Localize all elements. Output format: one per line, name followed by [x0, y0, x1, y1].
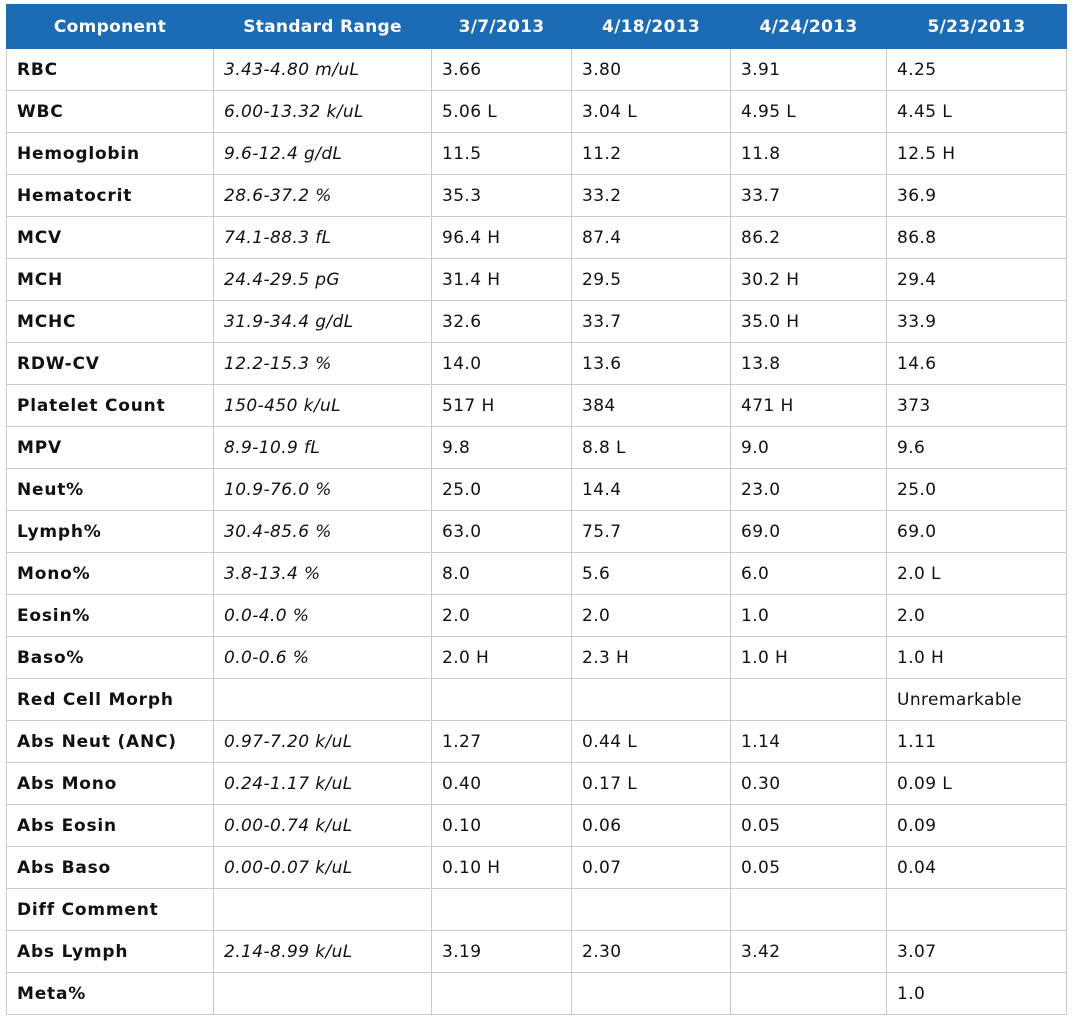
table-row: [7, 49, 1067, 91]
result-value-cell: 2.0: [432, 595, 572, 637]
result-value-cell: 3.80: [572, 49, 731, 91]
result-value-cell: 29.5: [572, 259, 731, 301]
result-value-cell: 1.0 H: [887, 637, 1067, 679]
result-value-cell: 87.4: [572, 217, 731, 259]
result-value-cell: 2.30: [572, 931, 731, 973]
table-row: [7, 847, 1067, 889]
table-row: [7, 133, 1067, 175]
result-value-cell: 8.8 L: [572, 427, 731, 469]
result-value-cell: 517 H: [432, 385, 572, 427]
standard-range-cell: 12.2-15.3 %: [214, 343, 432, 385]
component-name-cell: MCV: [7, 217, 214, 259]
result-value-cell: [572, 973, 731, 1015]
result-value-cell: 8.0: [432, 553, 572, 595]
result-value-cell: 33.7: [572, 301, 731, 343]
standard-range-cell: 0.0-4.0 %: [214, 595, 432, 637]
result-value-cell: 0.44 L: [572, 721, 731, 763]
result-value-cell: 12.5 H: [887, 133, 1067, 175]
table-row: [7, 511, 1067, 553]
standard-range-cell: 2.14-8.99 k/uL: [214, 931, 432, 973]
component-name-cell: Mono%: [7, 553, 214, 595]
result-value-cell: 75.7: [572, 511, 731, 553]
standard-range-cell: [214, 889, 432, 931]
component-name-cell: Eosin%: [7, 595, 214, 637]
result-value-cell: 3.91: [731, 49, 887, 91]
result-value-cell: 35.3: [432, 175, 572, 217]
standard-range-cell: 3.43-4.80 m/uL: [214, 49, 432, 91]
result-value-cell: 4.25: [887, 49, 1067, 91]
result-value-cell: 0.05: [731, 847, 887, 889]
result-value-cell: 0.30: [731, 763, 887, 805]
table-row: [7, 427, 1067, 469]
result-value-cell: 1.14: [731, 721, 887, 763]
table-row: [7, 553, 1067, 595]
component-name-cell: RDW-CV: [7, 343, 214, 385]
result-value-cell: 14.0: [432, 343, 572, 385]
standard-range-cell: 30.4-85.6 %: [214, 511, 432, 553]
standard-range-cell: [214, 973, 432, 1015]
result-value-cell: 3.07: [887, 931, 1067, 973]
standard-range-cell: 150-450 k/uL: [214, 385, 432, 427]
result-value-cell: 86.2: [731, 217, 887, 259]
standard-range-cell: 31.9-34.4 g/dL: [214, 301, 432, 343]
standard-range-cell: 0.00-0.74 k/uL: [214, 805, 432, 847]
result-value-cell: 3.19: [432, 931, 572, 973]
header-row: [7, 5, 1067, 49]
table-row: [7, 595, 1067, 637]
standard-range-cell: 0.0-0.6 %: [214, 637, 432, 679]
result-value-cell: 5.6: [572, 553, 731, 595]
component-name-cell: Baso%: [7, 637, 214, 679]
result-value-cell: 3.04 L: [572, 91, 731, 133]
standard-range-cell: [214, 679, 432, 721]
component-name-cell: Hemoglobin: [7, 133, 214, 175]
standard-range-cell: 0.00-0.07 k/uL: [214, 847, 432, 889]
result-value-cell: 0.09 L: [887, 763, 1067, 805]
result-value-cell: 1.0 H: [731, 637, 887, 679]
component-name-cell: Abs Lymph: [7, 931, 214, 973]
result-value-cell: 11.8: [731, 133, 887, 175]
column-header-component: Component: [7, 5, 214, 49]
table-row: [7, 931, 1067, 973]
result-value-cell: 9.0: [731, 427, 887, 469]
table-row: [7, 637, 1067, 679]
result-value-cell: Unremarkable: [887, 679, 1067, 721]
table-row: [7, 259, 1067, 301]
result-value-cell: 23.0: [731, 469, 887, 511]
result-value-cell: 0.09: [887, 805, 1067, 847]
column-header-date: 3/7/2013: [432, 5, 572, 49]
result-value-cell: 373: [887, 385, 1067, 427]
result-value-cell: 4.45 L: [887, 91, 1067, 133]
component-name-cell: Diff Comment: [7, 889, 214, 931]
result-value-cell: 3.42: [731, 931, 887, 973]
result-value-cell: 3.66: [432, 49, 572, 91]
component-name-cell: Abs Mono: [7, 763, 214, 805]
result-value-cell: 11.2: [572, 133, 731, 175]
result-value-cell: [731, 889, 887, 931]
result-value-cell: 31.4 H: [432, 259, 572, 301]
result-value-cell: 11.5: [432, 133, 572, 175]
result-value-cell: 5.06 L: [432, 91, 572, 133]
component-name-cell: Meta%: [7, 973, 214, 1015]
result-value-cell: 1.0: [731, 595, 887, 637]
standard-range-cell: 24.4-29.5 pG: [214, 259, 432, 301]
component-name-cell: Abs Eosin: [7, 805, 214, 847]
result-value-cell: 14.4: [572, 469, 731, 511]
table-row: [7, 679, 1067, 721]
component-name-cell: Lymph%: [7, 511, 214, 553]
table-row: [7, 301, 1067, 343]
table-row: [7, 343, 1067, 385]
result-value-cell: 384: [572, 385, 731, 427]
table-row: [7, 217, 1067, 259]
result-value-cell: 0.17 L: [572, 763, 731, 805]
table-header: [7, 5, 1067, 49]
result-value-cell: 14.6: [887, 343, 1067, 385]
table-row: [7, 805, 1067, 847]
result-value-cell: [572, 679, 731, 721]
component-name-cell: MCH: [7, 259, 214, 301]
result-value-cell: 0.06: [572, 805, 731, 847]
component-name-cell: Neut%: [7, 469, 214, 511]
table-row: [7, 889, 1067, 931]
component-name-cell: MPV: [7, 427, 214, 469]
result-value-cell: 4.95 L: [731, 91, 887, 133]
result-value-cell: [731, 679, 887, 721]
standard-range-cell: 28.6-37.2 %: [214, 175, 432, 217]
result-value-cell: 9.8: [432, 427, 572, 469]
result-value-cell: 2.0 L: [887, 553, 1067, 595]
result-value-cell: 2.0 H: [432, 637, 572, 679]
result-value-cell: 2.3 H: [572, 637, 731, 679]
result-value-cell: [432, 679, 572, 721]
result-value-cell: 13.6: [572, 343, 731, 385]
result-value-cell: 86.8: [887, 217, 1067, 259]
table-row: [7, 91, 1067, 133]
result-value-cell: 25.0: [887, 469, 1067, 511]
lab-results-table: [6, 4, 1067, 1015]
result-value-cell: 0.07: [572, 847, 731, 889]
table-row: [7, 973, 1067, 1015]
result-value-cell: 25.0: [432, 469, 572, 511]
table-row: [7, 385, 1067, 427]
component-name-cell: MCHC: [7, 301, 214, 343]
result-value-cell: 13.8: [731, 343, 887, 385]
standard-range-cell: 10.9-76.0 %: [214, 469, 432, 511]
result-value-cell: 9.6: [887, 427, 1067, 469]
result-value-cell: 30.2 H: [731, 259, 887, 301]
lab-results-panel: [6, 4, 1066, 1015]
column-header-date: 4/24/2013: [731, 5, 887, 49]
table-row: [7, 469, 1067, 511]
result-value-cell: [432, 889, 572, 931]
table-row: [7, 721, 1067, 763]
result-value-cell: 471 H: [731, 385, 887, 427]
table-body: [7, 49, 1067, 1015]
result-value-cell: 1.27: [432, 721, 572, 763]
result-value-cell: 96.4 H: [432, 217, 572, 259]
result-value-cell: 33.2: [572, 175, 731, 217]
component-name-cell: WBC: [7, 91, 214, 133]
result-value-cell: [572, 889, 731, 931]
standard-range-cell: 3.8-13.4 %: [214, 553, 432, 595]
result-value-cell: 36.9: [887, 175, 1067, 217]
result-value-cell: 32.6: [432, 301, 572, 343]
standard-range-cell: 74.1-88.3 fL: [214, 217, 432, 259]
column-header-date: 4/18/2013: [572, 5, 731, 49]
standard-range-cell: 6.00-13.32 k/uL: [214, 91, 432, 133]
result-value-cell: 35.0 H: [731, 301, 887, 343]
result-value-cell: 1.0: [887, 973, 1067, 1015]
result-value-cell: 63.0: [432, 511, 572, 553]
table-row: [7, 763, 1067, 805]
result-value-cell: 0.10 H: [432, 847, 572, 889]
result-value-cell: 69.0: [887, 511, 1067, 553]
result-value-cell: 2.0: [572, 595, 731, 637]
component-name-cell: Platelet Count: [7, 385, 214, 427]
result-value-cell: 2.0: [887, 595, 1067, 637]
result-value-cell: 1.11: [887, 721, 1067, 763]
result-value-cell: 69.0: [731, 511, 887, 553]
standard-range-cell: 9.6-12.4 g/dL: [214, 133, 432, 175]
result-value-cell: [887, 889, 1067, 931]
component-name-cell: Hematocrit: [7, 175, 214, 217]
result-value-cell: 0.04: [887, 847, 1067, 889]
standard-range-cell: 8.9-10.9 fL: [214, 427, 432, 469]
result-value-cell: 0.10: [432, 805, 572, 847]
result-value-cell: 33.7: [731, 175, 887, 217]
result-value-cell: 33.9: [887, 301, 1067, 343]
standard-range-cell: 0.97-7.20 k/uL: [214, 721, 432, 763]
result-value-cell: 0.05: [731, 805, 887, 847]
table-row: [7, 175, 1067, 217]
result-value-cell: 6.0: [731, 553, 887, 595]
column-header-date: 5/23/2013: [887, 5, 1067, 49]
result-value-cell: [432, 973, 572, 1015]
component-name-cell: RBC: [7, 49, 214, 91]
column-header-standard-range: Standard Range: [214, 5, 432, 49]
component-name-cell: Abs Neut (ANC): [7, 721, 214, 763]
standard-range-cell: 0.24-1.17 k/uL: [214, 763, 432, 805]
component-name-cell: Red Cell Morph: [7, 679, 214, 721]
result-value-cell: 29.4: [887, 259, 1067, 301]
result-value-cell: [731, 973, 887, 1015]
result-value-cell: 0.40: [432, 763, 572, 805]
component-name-cell: Abs Baso: [7, 847, 214, 889]
